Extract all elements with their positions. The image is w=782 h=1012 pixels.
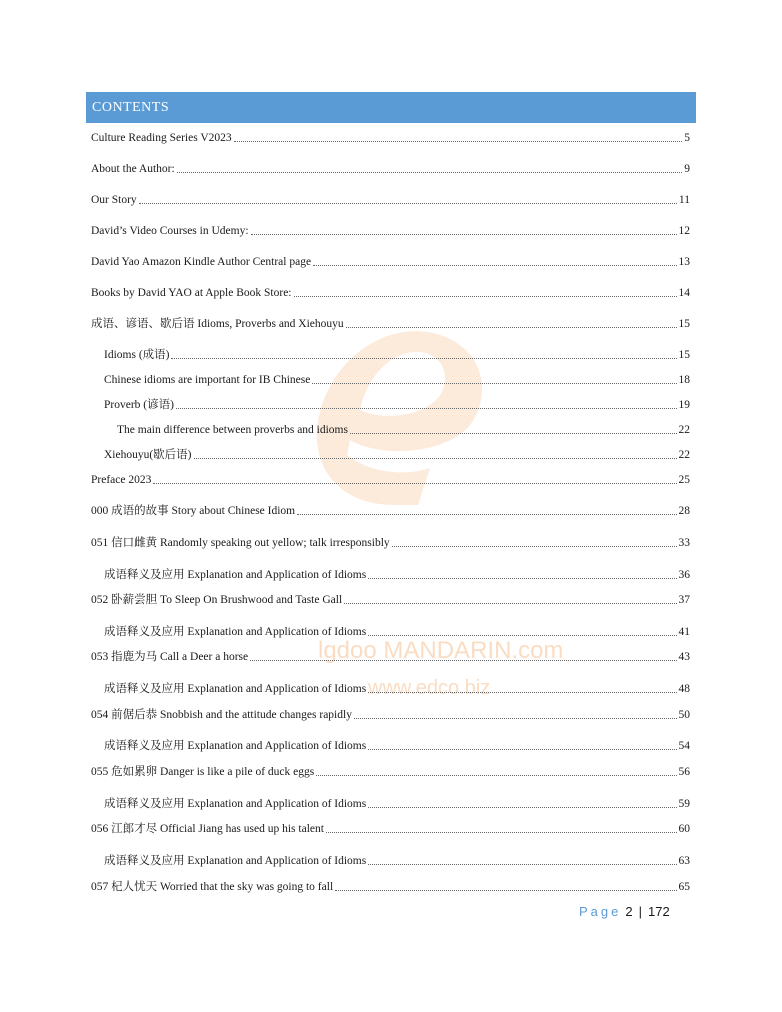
toc-entry-page: 56 [678, 766, 690, 778]
toc-leader [368, 864, 676, 865]
toc-entry[interactable] [104, 566, 690, 582]
toc-entry-title: Culture Reading Series V2023 [91, 132, 232, 144]
toc-entry[interactable] [104, 680, 690, 696]
toc-entry-page: 9 [684, 163, 690, 175]
toc-entry[interactable] [91, 129, 690, 145]
toc-entry-page: 37 [678, 594, 690, 606]
toc-entry-page: 28 [678, 505, 690, 517]
watermark-line-1: lgdoo MANDARIN.com [318, 637, 564, 664]
toc-entry-page: 15 [678, 318, 690, 330]
page-footer [579, 902, 670, 920]
toc-leader [171, 358, 676, 359]
page-number: 2 [625, 903, 633, 919]
toc-entry-title: Proverb (谚语) [104, 399, 174, 411]
toc-entry-page: 25 [678, 474, 690, 486]
toc-entry-page: 22 [678, 449, 690, 461]
toc-entry[interactable] [104, 623, 690, 639]
page-total: 172 [648, 903, 670, 919]
toc-leader [313, 265, 676, 266]
toc-entry-title: 成语、谚语、歇后语 Idioms, Proverbs and Xiehouyu [91, 318, 344, 330]
toc-entry[interactable] [104, 446, 690, 462]
toc-entry-title: Xiehouyu(歇后语) [104, 449, 192, 461]
toc-entry-page: 60 [678, 823, 690, 835]
toc-entry[interactable] [104, 396, 690, 412]
toc-entry-title: Preface 2023 [91, 474, 152, 486]
toc-entry[interactable] [91, 706, 690, 722]
toc-leader [368, 807, 676, 808]
toc-entry-title: 054 前倨后恭 Snobbish and the attitude changes rapidly [91, 709, 352, 721]
toc-leader [139, 203, 677, 204]
toc-entry-title: 057 杞人忧天 Worried that the sky was going to fall [91, 881, 334, 893]
toc-leader [153, 483, 676, 484]
toc-leader [368, 692, 676, 693]
toc-entry-title: 成语释义及应用 Explanation and Application of Idioms [104, 569, 367, 581]
toc-entry[interactable] [104, 737, 690, 753]
toc-entry-page: 36 [678, 569, 690, 581]
toc-entry-title: 成语释义及应用 Explanation and Application of Idioms [104, 855, 367, 867]
toc-entry-page: 13 [678, 256, 690, 268]
toc-leader [312, 383, 676, 384]
toc-leader [297, 514, 676, 515]
toc-leader [194, 458, 677, 459]
toc-entry-page: 59 [678, 798, 690, 810]
toc-entry-page: 33 [678, 537, 690, 549]
toc-entry-title: 056 江郎才尽 Official Jiang has used up his talent [91, 823, 324, 835]
toc-leader [392, 546, 677, 547]
toc-entry[interactable] [91, 471, 690, 487]
toc-leader [368, 578, 676, 579]
toc-entry-title: David Yao Amazon Kindle Author Central page [91, 256, 312, 268]
toc-entry-page: 65 [678, 881, 690, 893]
toc-entry[interactable] [91, 878, 690, 894]
toc-entry-title: David’s Video Courses in Udemy: [91, 225, 249, 237]
toc-entry-title: The main difference between proverbs and idioms [117, 424, 348, 436]
toc-entry-title: 成语释义及应用 Explanation and Application of Idioms [104, 683, 367, 695]
toc-entry[interactable] [91, 502, 690, 518]
toc-entry-page: 54 [678, 740, 690, 752]
toc-entry-title: 000 成语的故事 Story about Chinese Idiom [91, 505, 296, 517]
toc-entry-title: Our Story [91, 194, 137, 206]
toc-leader [326, 832, 677, 833]
toc-entry-page: 14 [678, 287, 690, 299]
toc-entry-title: Books by David YAO at Apple Book Store: [91, 287, 292, 299]
toc-leader [251, 234, 677, 235]
toc-leader [354, 718, 677, 719]
toc-entry-page: 22 [678, 424, 690, 436]
toc-entry-title: Idioms (成语) [104, 349, 170, 361]
toc-entry-title: 052 卧薪尝胆 To Sleep On Brushwood and Taste Gall [91, 594, 343, 606]
toc-entry-title: 成语释义及应用 Explanation and Application of Idioms [104, 740, 367, 752]
page-label: Page [579, 903, 622, 919]
toc-entry-page: 5 [684, 132, 690, 144]
toc-leader [250, 660, 676, 661]
page-separator: | [638, 903, 642, 919]
toc-entry-title: 055 危如累卵 Danger is like a pile of duck eggs [91, 766, 315, 778]
toc-entry[interactable] [104, 371, 690, 387]
watermark-line-2: www.edco.biz [368, 677, 491, 699]
toc-entry-page: 63 [678, 855, 690, 867]
toc-leader [368, 635, 676, 636]
toc-entry-title: 051 信口雌黄 Randomly speaking out yellow; talk irresponsibly [91, 537, 390, 549]
toc-entry-page: 18 [678, 374, 690, 386]
toc-entry[interactable] [91, 222, 690, 238]
toc-entry-title: About the Author: [91, 163, 175, 175]
toc-entry[interactable] [117, 421, 690, 437]
toc-entry[interactable] [91, 591, 690, 607]
toc-entry-page: 12 [678, 225, 690, 237]
toc-leader [335, 890, 676, 891]
toc-entry[interactable] [104, 852, 690, 868]
toc-leader [234, 141, 683, 142]
toc-entry-page: 15 [678, 349, 690, 361]
toc-entry[interactable] [91, 763, 690, 779]
contents-header [86, 92, 696, 123]
toc-entry-page: 50 [678, 709, 690, 721]
toc-leader [344, 603, 676, 604]
toc-entry-page: 19 [678, 399, 690, 411]
toc-entry[interactable] [104, 795, 690, 811]
toc-entry[interactable] [91, 648, 690, 664]
toc-entry[interactable] [104, 346, 690, 362]
toc-entry-page: 11 [678, 194, 690, 206]
toc-entry[interactable] [91, 820, 690, 836]
toc-leader [177, 172, 683, 173]
toc-entry-title: 053 指鹿为马 Call a Deer a horse [91, 651, 249, 663]
toc-entry-page: 48 [678, 683, 690, 695]
toc-entry-title: Chinese idioms are important for IB Chinese [104, 374, 311, 386]
toc-entry[interactable] [91, 191, 690, 207]
toc-leader [368, 749, 676, 750]
toc-entry[interactable] [91, 253, 690, 269]
toc-entry-page: 41 [678, 626, 690, 638]
contents-title: CONTENTS [92, 99, 170, 115]
toc-entry[interactable] [91, 315, 690, 331]
toc-leader [176, 408, 677, 409]
toc-entry[interactable] [91, 534, 690, 550]
toc-leader [316, 775, 676, 776]
toc-leader [294, 296, 677, 297]
toc-leader [346, 327, 677, 328]
toc-entry[interactable] [91, 160, 690, 176]
toc-entry[interactable] [91, 284, 690, 300]
toc-entry-title: 成语释义及应用 Explanation and Application of Idioms [104, 798, 367, 810]
toc-entry-title: 成语释义及应用 Explanation and Application of Idioms [104, 626, 367, 638]
toc-leader [350, 433, 677, 434]
toc-entry-page: 43 [678, 651, 690, 663]
